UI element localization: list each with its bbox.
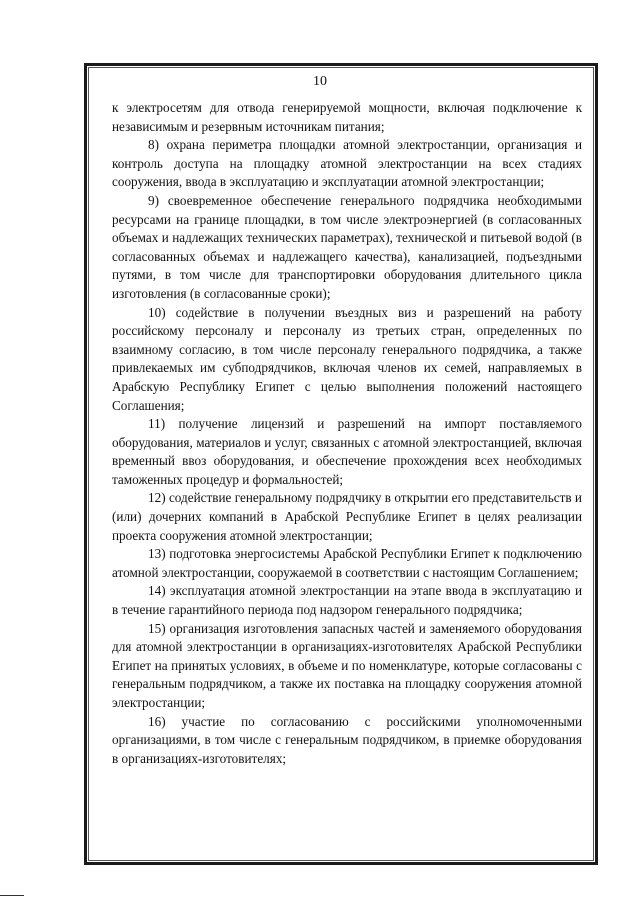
scan-corner-mark [0, 895, 24, 906]
paragraph-item-14: 14) эксплуатация атомной электростанции на этапе ввода в эксплуатацию и в течение гарантийного периода под надзором генерального подрядчика; [112, 583, 582, 618]
paragraph-continuation: к электросетям для отвода генерируемой мощности, включая подключение к независимым и резервным источникам питания; [112, 100, 582, 134]
paragraph-item-15: 15) организация изготовления запасных частей и заменяемого оборудования для атомной электростанции в организациях-изготовителях Арабской Республики Египет на принятых условиях, в объеме и по номенклатуре, которые согласованы с генеральным подрядчиком, а также их поставка на площадку сооружения атомной электростанции; [112, 620, 582, 710]
document-body [112, 99, 582, 768]
paragraph-item-11: 11) получение лицензий и разрешений на импорт поставляемого оборудования, материалов и услуг, связанных с атомной электростанцией, включая временный ввоз оборудования, и обеспечение прохождения всех необходимых таможенных процедур и формальностей; [112, 416, 582, 487]
paragraph-item-10: 10) содействие в получении въездных виз и разрешений на работу российскому персоналу и персоналу из третьих стран, определенных по взаимному согласию, в том числе персоналу генерального подрядчика, а также привлекаемых им субподрядчиков, включая членов их семей, направляемых в Арабскую Республику Египет с целью выполнения положений настоящего Соглашения; [112, 304, 582, 413]
paragraph-item-9: 9) своевременное обеспечение генерального подрядчика необходимыми ресурсами на границе площадки, в том числе электроэнергией (в согласованных объемах и надлежащих технических параметрах), технической и питьевой водой (в согласованных объемах и надлежащего качества), канализацией, подъездными путями, в том числе для транспортировки оборудования длительного цикла изготовления (в согласованные сроки); [112, 192, 582, 301]
paragraph-item-16: 16) участие по согласованию с российскими уполномоченными организациями, в том числе с генеральным подрядчиком, в приемке оборудования в организациях-изготовителях; [112, 713, 582, 766]
paragraph-item-12: 12) содействие генеральному подрядчику в открытии его представительств и (или) дочерних компаний в Арабской Республике Египет в целях реализации проекта сооружения атомной электростанции; [112, 490, 582, 543]
paragraph-item-13: 13) подготовка энергосистемы Арабской Республики Египет к подключению атомной электростанции, сооружаемой в соответствии с настоящим Соглашением; [112, 546, 582, 580]
paragraph-item-8: 8) охрана периметра площадки атомной электростанции, организация и контроль доступа на площадку атомной электростанции на всех стадиях сооружения, ввода в эксплуатацию и эксплуатации атомной электростанции; [112, 137, 582, 190]
page-number: 10 [313, 74, 327, 89]
